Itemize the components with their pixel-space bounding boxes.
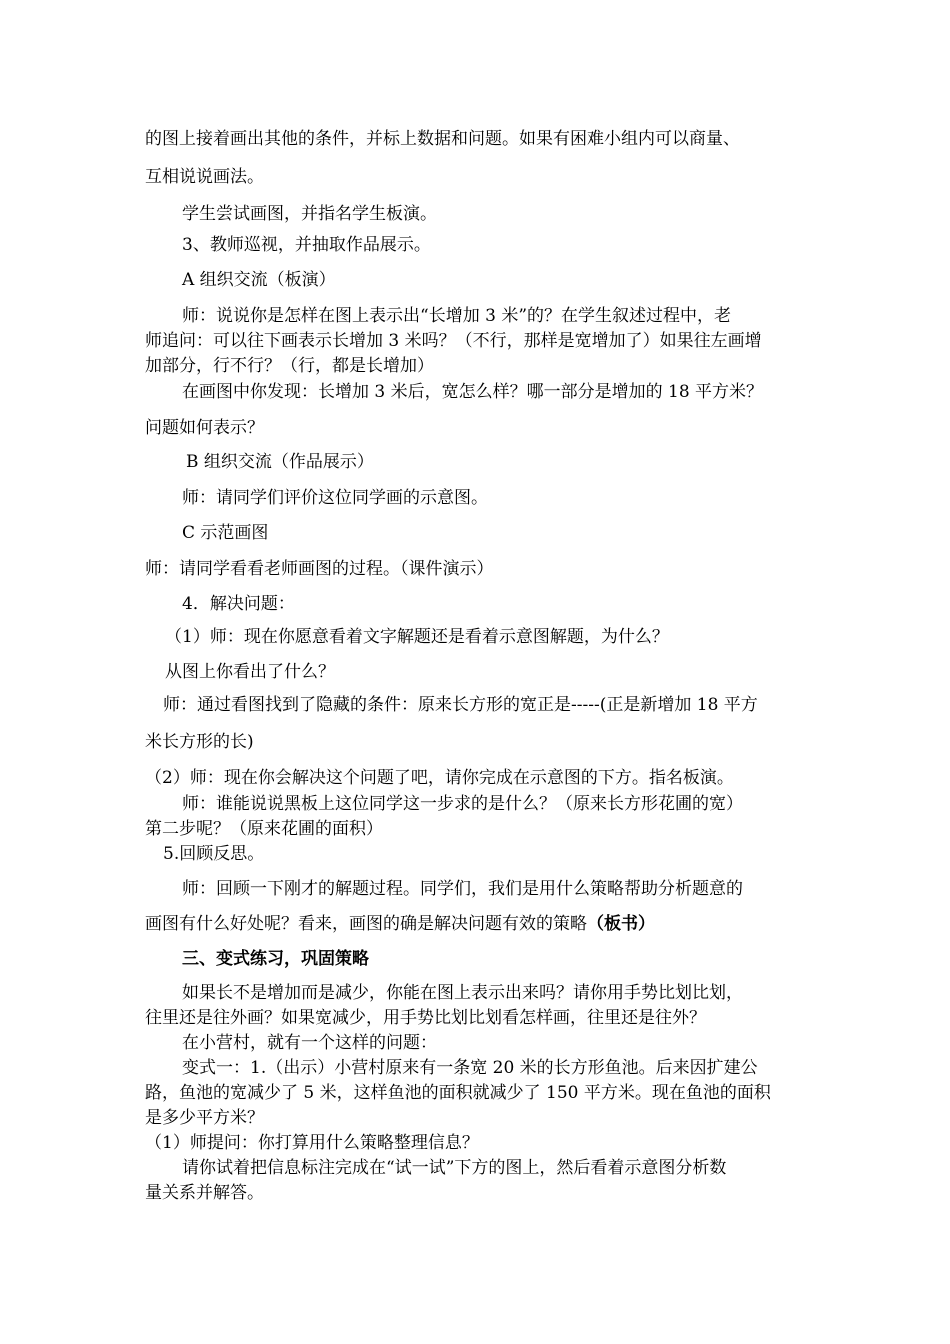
text-line: 问题如何表示？ (145, 418, 264, 438)
section-heading-3: 三、变式练习，巩固策略 (182, 949, 369, 969)
text-run: 画图有什么好处呢？看来，画图的确是解决问题有效的策略 (145, 914, 587, 934)
text-line: （1）师：现在你愿意看着文字解题还是看着示意图解题，为什么？ (165, 627, 669, 647)
text-line: 第二步呢？（原来花圃的面积） (145, 819, 383, 839)
text-line: 米长方形的长) (145, 732, 254, 752)
subsection-c: C 示范画图 (182, 523, 269, 543)
text-line: （1）师提问：你打算用什么策略整理信息？ (145, 1133, 479, 1153)
text-line: 学生尝试画图，并指名学生板演。 (182, 204, 437, 224)
text-line: 师：请同学看看老师画图的过程。（课件演示） (145, 559, 494, 579)
text-line: 师追问：可以往下画表示长增加 3 米吗？（不行，那样是宽增加了）如果往左画增 (145, 331, 762, 351)
text-line: 师：谁能说说黑板上这位同学这一步求的是什么？（原来长方形花圃的宽） (182, 794, 743, 814)
text-line: 请你试着把信息标注完成在“试一试”下方的图上，然后看着示意图分析数 (182, 1158, 727, 1178)
text-line: 是多少平方米？ (145, 1108, 264, 1128)
text-line: （2）师：现在你会解决这个问题了吧，请你完成在示意图的下方。指名板演。 (145, 768, 734, 788)
text-line: 在小营村，就有一个这样的问题： (182, 1033, 437, 1053)
subsection-b: B 组织交流（作品展示） (186, 452, 374, 472)
section-step-4: 4．解决问题： (182, 594, 295, 614)
bold-note: （板书） (587, 914, 655, 934)
text-line: 师：请同学们评价这位同学画的示意图。 (182, 488, 488, 508)
text-line: 加部分，行不行？（行，都是长增加） (145, 356, 434, 376)
section-step-3: 3、教师巡视，并抽取作品展示。 (182, 235, 431, 255)
text-line: 变式一：1.（出示）小营村原来有一条宽 20 米的长方形鱼池。后来因扩建公 (182, 1058, 758, 1078)
text-line: 路，鱼池的宽减少了 5 米，这样鱼池的面积就减少了 150 平方米。现在鱼池的面积 (145, 1083, 771, 1103)
text-line: 师：回顾一下刚才的解题过程。同学们，我们是用什么策略帮助分析题意的 (182, 879, 743, 899)
text-line: 量关系并解答。 (145, 1183, 264, 1203)
subsection-a: A 组织交流（板演） (182, 270, 336, 290)
text-line: 师：通过看图找到了隐藏的条件：原来长方形的宽正是-----(正是新增加 18 平方 (163, 695, 758, 715)
text-line: 如果长不是增加而是减少，你能在图上表示出来吗？请你用手势比划比划， (182, 983, 743, 1003)
text-line: 的图上接着画出其他的条件，并标上数据和问题。如果有困难小组内可以商量、 (145, 129, 740, 149)
text-line: 师：说说你是怎样在图上表示出“长增加 3 米”的？在学生叙述过程中，老 (182, 306, 732, 326)
text-line (145, 913, 655, 935)
text-line: 在画图中你发现：长增加 3 米后，宽怎么样？哪一部分是增加的 18 平方米？ (182, 382, 764, 402)
section-step-5: 5.回顾反思。 (163, 844, 265, 864)
text-line: 从图上你看出了什么？ (165, 662, 335, 682)
text-line: 互相说说画法。 (145, 167, 264, 187)
text-line: 往里还是往外画？如果宽减少，用手势比划比划看怎样画，往里还是往外？ (145, 1008, 706, 1028)
